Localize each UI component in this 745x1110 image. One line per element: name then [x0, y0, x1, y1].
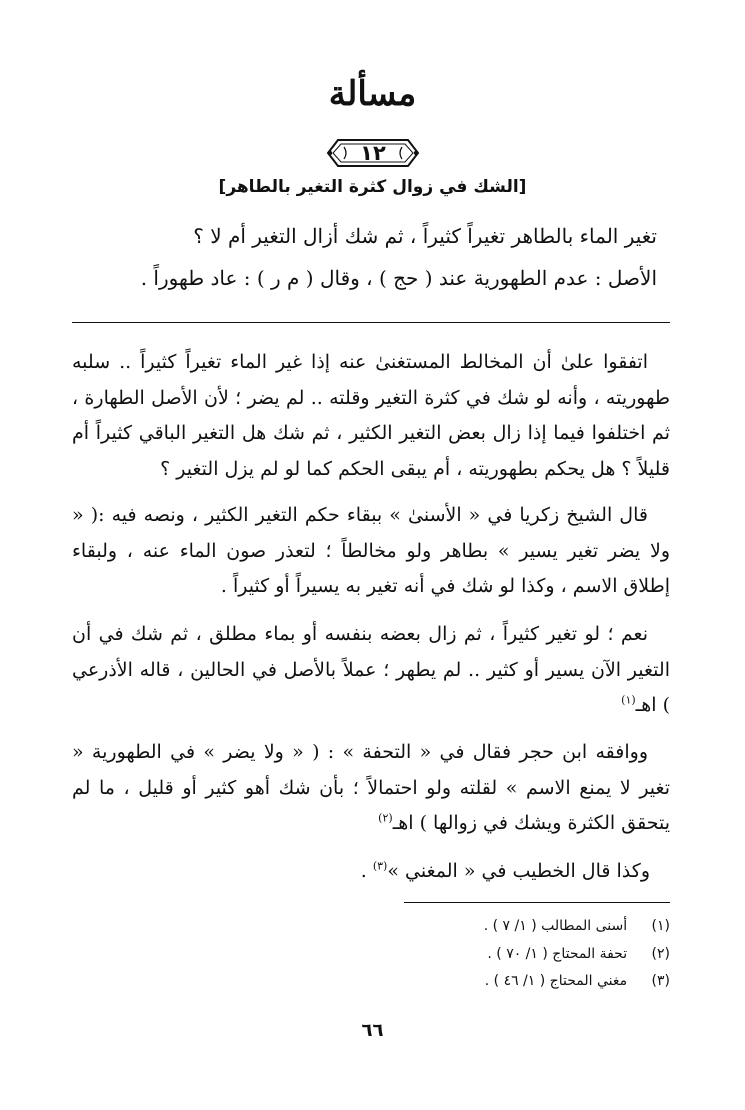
- paragraph-3: [72, 617, 670, 724]
- issue-title: [الشك في زوال كثرة التغير بالطاهر]: [218, 177, 527, 197]
- issue-heading: مسألة: [328, 74, 417, 114]
- footnote-ref-1: (١): [621, 693, 636, 707]
- question-line-2: الأصل : عدم الطهورية عند ( حج ) ، وقال ( م ر ) : عاد طهوراً .: [140, 266, 657, 290]
- paragraph-3-text: نعم ؛ لو تغير كثيراً ، ثم زال بعضه بنفسه أو بماء مطلق ، ثم شك في أن التغير الآن يسير أو كثير .. لم يطهر ؛ عملاً بالأصل في الحالين ، قاله الأذرعي ) اهـ: [72, 623, 670, 716]
- paragraph-2: قال الشيخ زكريا في « الأسنىٰ » ببقاء حكم التغير الكثير ، ونصه فيه :( « ولا يضر تغير يسير » بطاهر ولو مخالطاً ؛ لتعذر صون الماء عنه ، ولبقاء إطلاق الاسم ، وكذا لو شك في أنه تغير به يسيراً أو كثيراً .: [72, 504, 670, 597]
- footnote-ref-3: (٣): [372, 859, 388, 873]
- footnote-1-number: (١): [651, 918, 670, 934]
- footnote-2-text: تحفة المحتاج ( ١/ ٧٠ ) .: [487, 946, 628, 962]
- footnote-2-number: (٢): [651, 946, 670, 962]
- issue-number: ١٢: [360, 141, 386, 165]
- paragraph-5: [361, 854, 650, 890]
- section-divider: [72, 322, 670, 323]
- page-number: ٦٦: [361, 1020, 384, 1041]
- footnote-1-text: أسنى المطالب ( ١/ ٧ ) .: [483, 918, 628, 934]
- paragraph-4-text: ووافقه ابن حجر فقال في « التحفة » : ( « ولا يضر » في الطهورية « تغير لا يمنع الاسم » لقلته ولو احتمالاً ؛ بأن شك أهو كثير أو قليل ، ما لم يتحقق الكثرة ويشك في زوالها ) اهـ: [72, 741, 670, 834]
- issue-number-frame: [324, 136, 422, 170]
- paragraph-4: [72, 735, 670, 842]
- footnote-divider: [404, 902, 670, 903]
- footnote-ref-2: (٢): [378, 811, 393, 825]
- footnote-3-number: (٣): [651, 973, 670, 989]
- footnote-2: [487, 943, 670, 965]
- footnote-3: [485, 970, 670, 992]
- paragraph-5-text: وكذا قال الخطيب في « المغني »: [387, 860, 650, 882]
- footnote-3-text: مغني المحتاج ( ١/ ٤٦ ) .: [484, 973, 628, 989]
- paragraph-1: اتفقوا علىٰ أن المخالط المستغنىٰ عنه إذا غير الماء تغيراً كثيراً .. سلبه طهوريته ، وأنه لو شك في كثرة التغير وقلته .. لم يضر ؛ لأن الأصل الطهارة ، ثم اختلفوا فيما إذا زال بعض التغير الكثير ، ثم شك هل التغير الباقي كثيراً أم قليلاً ؟ هل يحكم بطهوريته ، أم يبقى الحكم كما لو لم يزل التغير ؟: [72, 351, 670, 480]
- question-line-1: تغير الماء بالطاهر تغيراً كثيراً ، ثم شك أزال التغير أم لا ؟: [193, 224, 657, 248]
- paragraph-5-end: .: [360, 860, 373, 882]
- footnote-1: [484, 915, 670, 937]
